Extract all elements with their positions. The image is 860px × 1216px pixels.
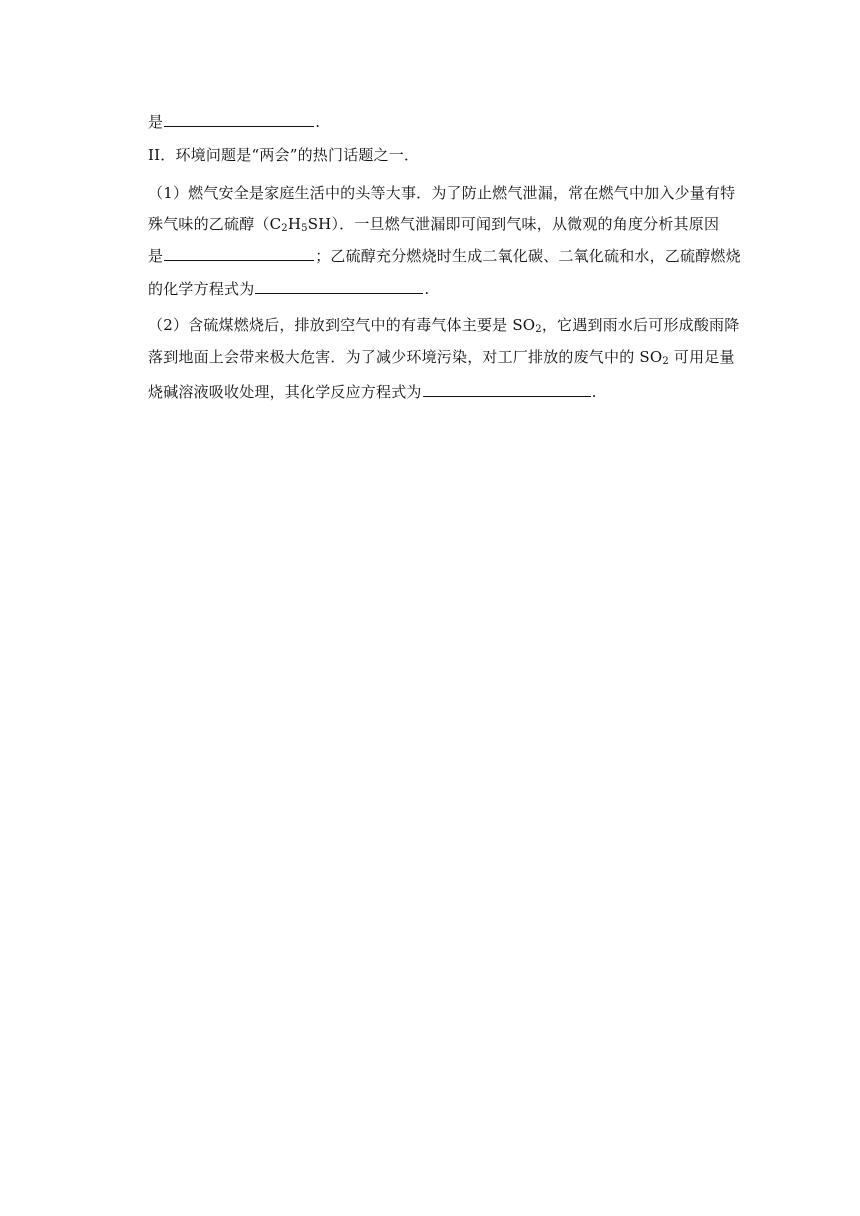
line-6-suffix: .	[424, 280, 430, 298]
answer-blank-3[interactable]	[255, 279, 423, 294]
line-9-suffix: .	[591, 383, 597, 401]
line-5-suffix: ；乙硫醇充分燃烧时生成二氧化碳、二氧化硫和水，乙硫醇燃烧	[315, 247, 741, 265]
line-8-prefix: 落到地面上会带来极大危害．为了减少环境污染，对工厂排放的废气中的 SO	[148, 348, 663, 366]
line-8-suffix: 可用足量	[668, 348, 735, 366]
line-7-prefix: （2）含硫煤燃烧后，排放到空气中的有毒气体主要是 SO	[148, 316, 536, 334]
line-9-prefix: 烧碱溶液吸收处理，其化学反应方程式为	[148, 383, 422, 401]
subscript-5: 5	[301, 223, 308, 234]
subscript-2: 2	[535, 324, 542, 335]
question-1-line-2	[148, 214, 748, 234]
line-1-suffix: .	[315, 113, 321, 131]
question-1-line-1: （1）燃气安全是家庭生活中的头等大事．为了防止燃气泄漏，常在燃气中加入少量有特	[148, 184, 736, 202]
line-4-suffix: SH）．一旦燃气泄漏即可闻到气味，从微观的角度分析其原因	[307, 215, 720, 233]
answer-blank-1[interactable]	[164, 112, 314, 127]
subscript-2: 2	[281, 223, 288, 234]
section-heading: II．环境问题是“两会”的热门话题之一．	[148, 146, 420, 164]
answer-blank-2[interactable]	[164, 246, 314, 261]
line-4-mid: H	[287, 215, 302, 233]
line-4-prefix: 殊气味的乙硫醇（C	[148, 215, 282, 233]
question-1-line-3	[148, 246, 748, 266]
question-2-line-2	[148, 347, 748, 367]
question-1-line-4	[148, 279, 748, 299]
line-1-prefix: 是	[148, 113, 164, 131]
question-2-line-3	[148, 382, 748, 402]
line-5-prefix: 是	[148, 247, 164, 265]
subscript-2: 2	[662, 356, 669, 367]
answer-blank-4[interactable]	[423, 382, 591, 397]
line-7-suffix: ，它遇到雨水后可形成酸雨降	[541, 316, 740, 334]
line-1	[148, 112, 748, 132]
question-2-line-1	[148, 315, 748, 335]
line-6-prefix: 的化学方程式为	[148, 280, 255, 298]
